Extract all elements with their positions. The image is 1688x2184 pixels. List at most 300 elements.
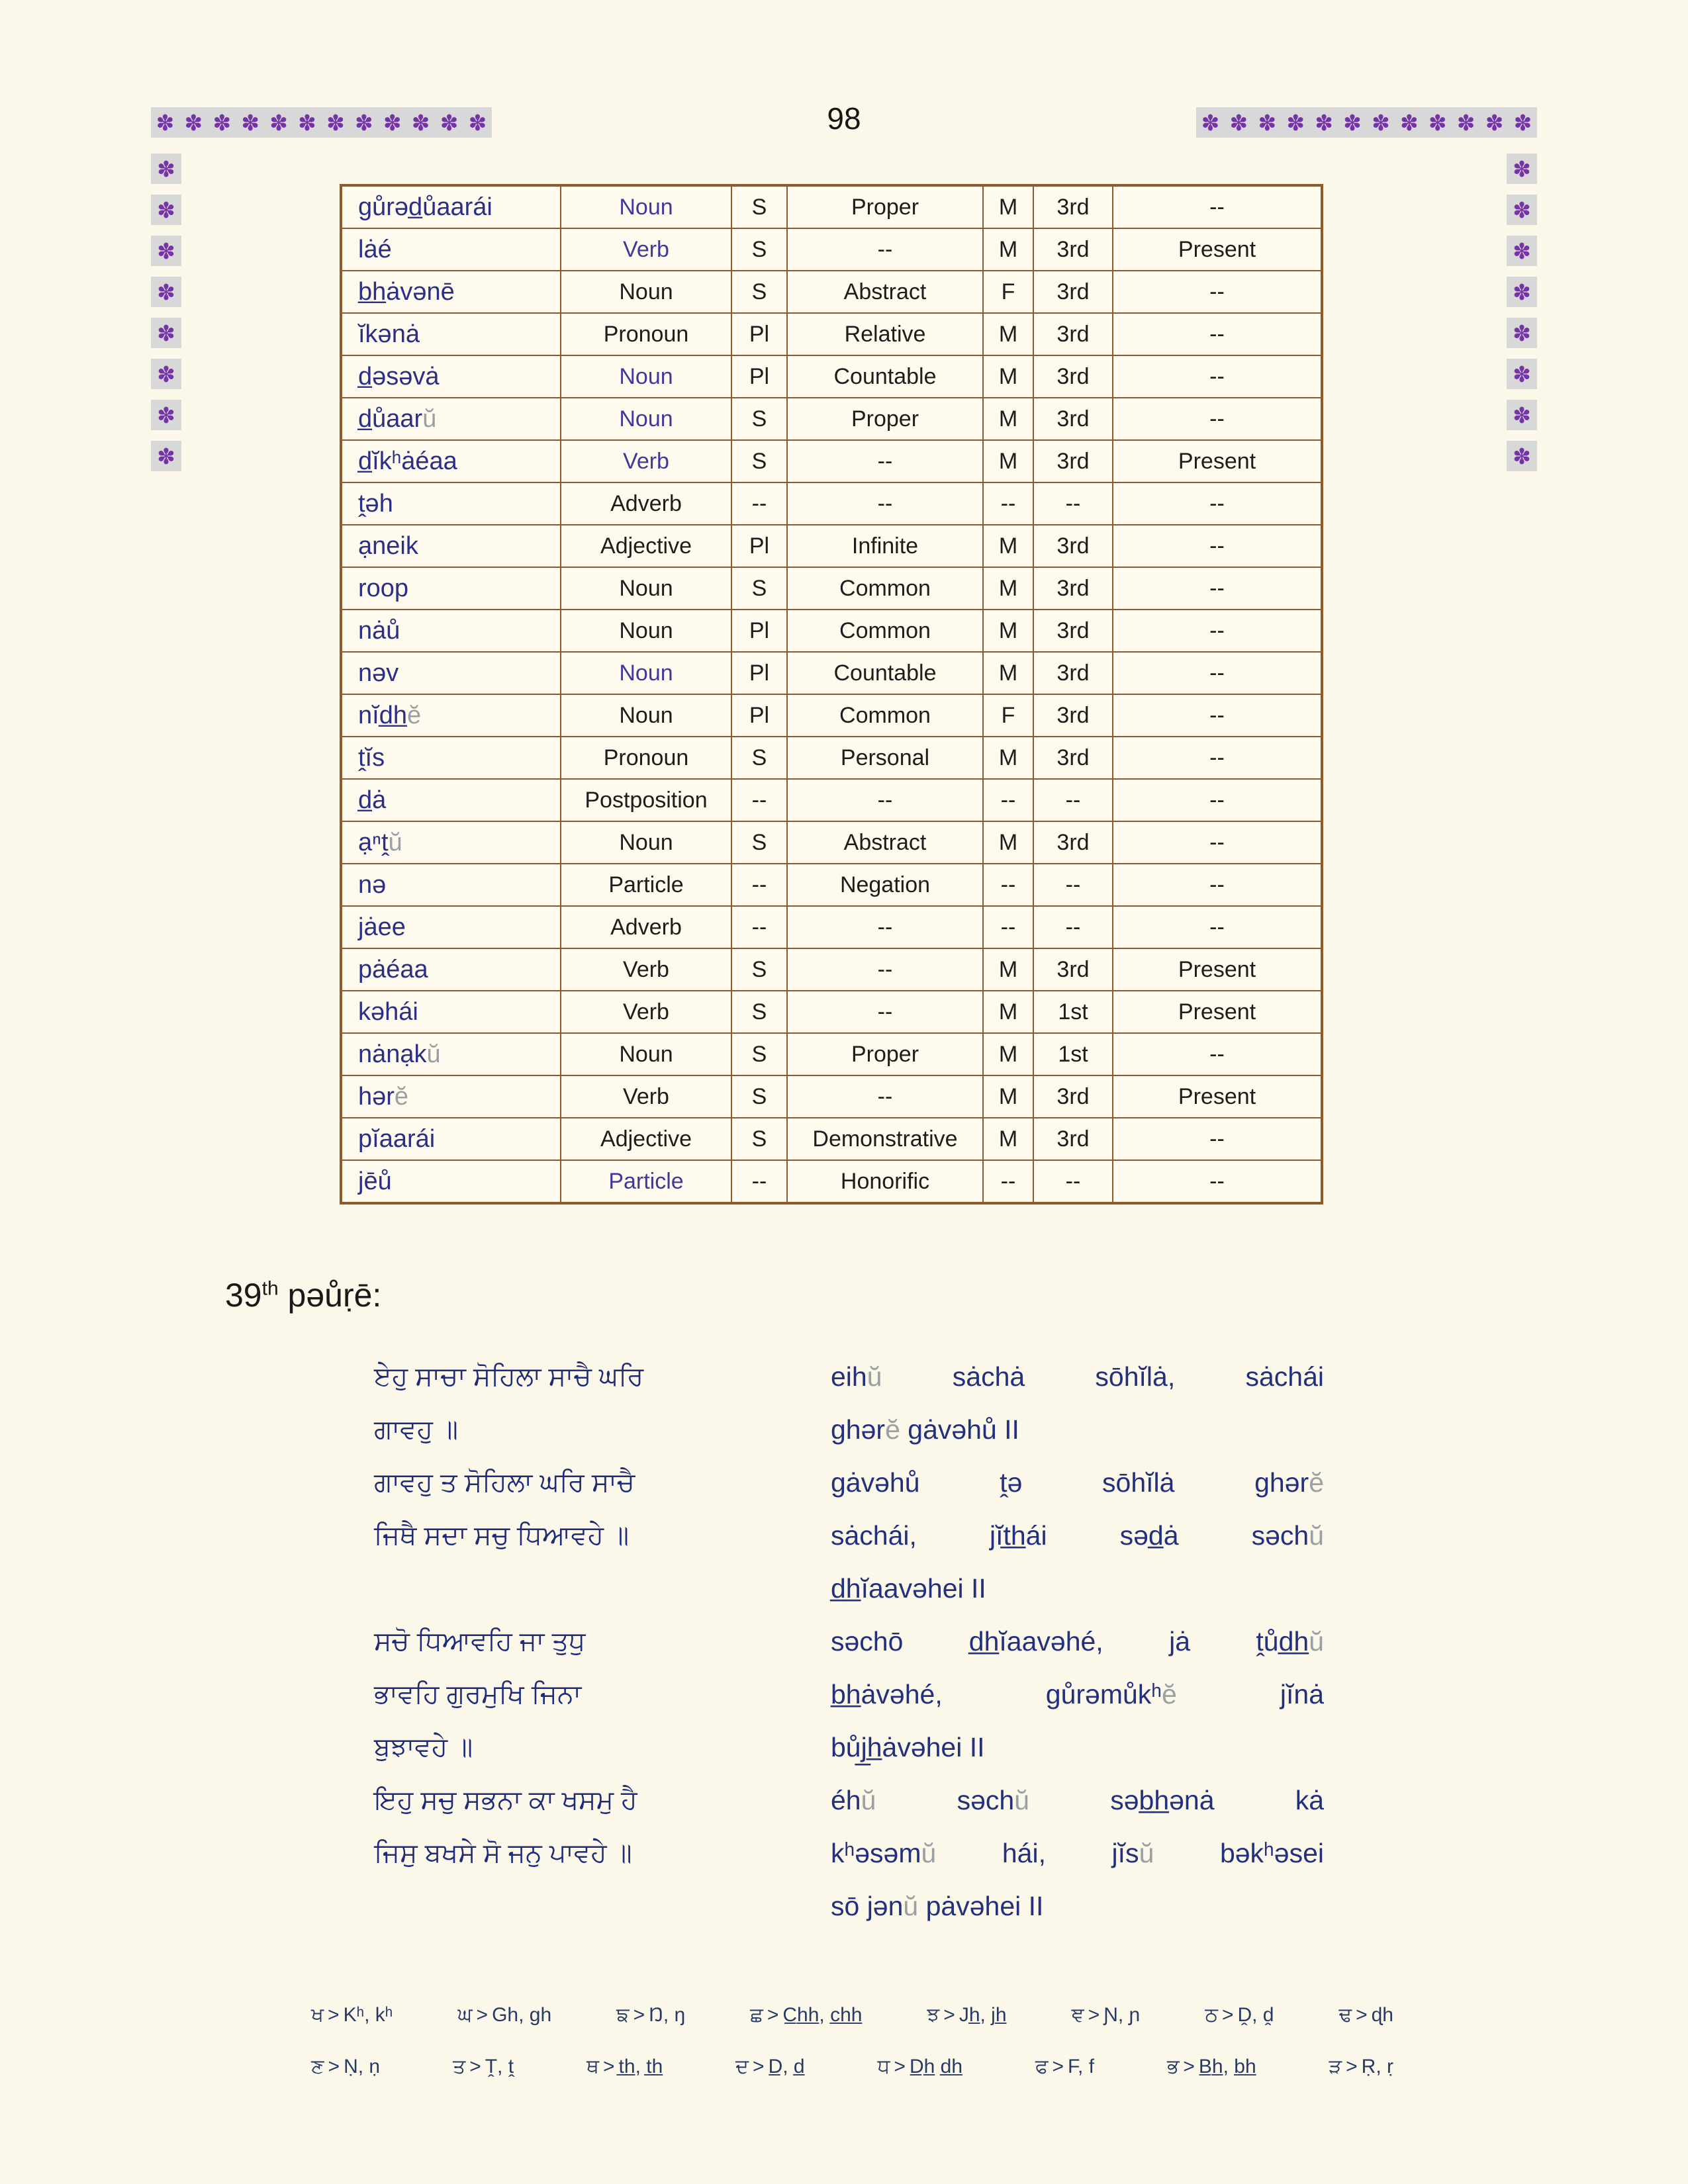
latin-equivalent: Ḓ, ḓ — [1237, 2004, 1274, 2026]
tense-cell: -- — [1113, 398, 1322, 440]
latin-equivalent: Ɲ, ɲ — [1103, 2004, 1141, 2026]
latin-equivalent: Ṱ, ṱ — [485, 2056, 514, 2077]
word-cell: ṱəh — [341, 482, 561, 525]
transliteration-line: səchō d̲h̲ĭaavəhé, jȧ ṱůd̲h̲ŭ — [831, 1626, 1324, 1657]
maps-to-symbol: > — [1356, 2004, 1368, 2026]
type-cell: -- — [787, 991, 983, 1033]
gender-cell: M — [983, 355, 1033, 398]
tense-cell: -- — [1113, 1033, 1322, 1075]
muted-letter: ŭ — [861, 1785, 876, 1815]
pos-cell: Noun — [561, 652, 731, 694]
muted-letter: ĕ — [1162, 1679, 1177, 1709]
grammar-table — [340, 184, 1323, 1205]
type-cell: -- — [787, 228, 983, 271]
word-cell: ṱĭs — [341, 737, 561, 779]
flower-icon: ✽ — [1428, 110, 1447, 135]
gurmukhi-line: ਇਹੁ ਸਚੁ ਸਭਨਾ ਕਾ ਖਸਮੁ ਹੈ — [374, 1786, 637, 1815]
maps-to-symbol: > — [753, 2056, 765, 2077]
number-cell: Pl — [731, 313, 787, 355]
table-row — [341, 991, 1322, 1033]
tense-cell: -- — [1113, 906, 1322, 948]
gurmukhi-letter: ਘ — [457, 2004, 473, 2026]
muted-letter: ĕ — [406, 701, 422, 729]
flower-icon: ✽ — [1513, 279, 1531, 304]
gurmukhi-letter: ਠ — [1205, 2004, 1218, 2026]
ornament-tile — [1507, 318, 1537, 348]
latin-equivalent: D̲h̲ d̲h̲ — [909, 2056, 963, 2077]
person-cell: 3rd — [1033, 271, 1113, 313]
tense-cell: Present — [1113, 228, 1322, 271]
word-cell: ạneik — [341, 525, 561, 567]
gurmukhi-letter: ਞ — [1071, 2004, 1084, 2026]
letter-mapping — [750, 2004, 862, 2026]
ornament-tile — [151, 318, 181, 348]
ornament-tile — [151, 441, 181, 471]
word-cell: jēů — [341, 1160, 561, 1203]
ornament-tile — [151, 236, 181, 266]
letter-mapping — [1167, 2056, 1256, 2078]
pos-cell: Noun — [561, 355, 731, 398]
letter-mapping — [1072, 2004, 1141, 2026]
type-cell: -- — [787, 906, 983, 948]
page-number: 98 — [827, 101, 861, 136]
word-cell: pȧéaa — [341, 948, 561, 991]
pos-cell: Noun — [561, 821, 731, 864]
flower-icon: ✽ — [1372, 110, 1390, 135]
flower-icon: ✽ — [184, 110, 203, 135]
person-cell: -- — [1033, 1160, 1113, 1203]
latin-equivalent: t̲h̲, t̲h̲ — [618, 2056, 663, 2077]
person-cell: 3rd — [1033, 948, 1113, 991]
ornament-tile — [1507, 154, 1537, 184]
gender-cell: M — [983, 610, 1033, 652]
transliteration-line: sȧchái, jĭt̲h̲ái səd̲ȧ səchŭ — [831, 1520, 1324, 1551]
transliteration-line: gȧvəhů ṱə sōhĭlȧ ghərĕ — [831, 1467, 1324, 1498]
letter-mapping — [311, 2056, 380, 2078]
gurmukhi-letter: ਖ — [311, 2004, 324, 2026]
type-cell: Countable — [787, 355, 983, 398]
flower-icon: ✽ — [241, 110, 259, 135]
flower-icon: ✽ — [1399, 110, 1419, 135]
transliteration-line: eihŭ sȧchȧ sōhĭlȧ, sȧchái — [831, 1361, 1324, 1392]
gurmukhi-letter: ਙ — [616, 2004, 630, 2026]
pos-cell: Pronoun — [561, 737, 731, 779]
gender-cell: -- — [983, 482, 1033, 525]
section-heading — [225, 1276, 381, 1314]
flower-icon: ✽ — [354, 110, 373, 135]
person-cell: 3rd — [1033, 525, 1113, 567]
person-cell: 1st — [1033, 991, 1113, 1033]
word-cell: kəhái — [341, 991, 561, 1033]
pos-cell: Adjective — [561, 1118, 731, 1160]
person-cell: 3rd — [1033, 652, 1113, 694]
tense-cell: -- — [1113, 185, 1322, 228]
flower-icon: ✽ — [1258, 110, 1277, 135]
flower-icon: ✽ — [1513, 402, 1531, 428]
person-cell: -- — [1033, 864, 1113, 906]
type-cell: Proper — [787, 1033, 983, 1075]
muted-letter: ŭ — [921, 1838, 937, 1868]
latin-equivalent: Kʰ, kʰ — [343, 2004, 393, 2026]
pos-cell: Adverb — [561, 482, 731, 525]
type-cell: Personal — [787, 737, 983, 779]
muted-letter: ĕ — [1309, 1467, 1324, 1498]
flower-icon: ✽ — [326, 110, 345, 135]
pos-cell: Postposition — [561, 779, 731, 821]
pos-cell: Adverb — [561, 906, 731, 948]
maps-to-symbol: > — [943, 2004, 955, 2026]
tense-cell: -- — [1113, 482, 1322, 525]
pos-cell: Particle — [561, 864, 731, 906]
person-cell: 3rd — [1033, 1075, 1113, 1118]
person-cell: -- — [1033, 906, 1113, 948]
number-cell: -- — [731, 779, 787, 821]
muted-letter: ŭ — [1309, 1520, 1324, 1551]
gurmukhi-letter: ਥ — [586, 2056, 600, 2077]
gurmukhi-line: ਏਹੁ ਸਾਚਾ ਸੋਹਿਲਾ ਸਾਚੈ ਘਰਿ — [374, 1362, 644, 1391]
gender-cell: M — [983, 948, 1033, 991]
ornament-band-side-left — [151, 154, 181, 471]
pos-cell: Adjective — [561, 525, 731, 567]
person-cell: -- — [1033, 779, 1113, 821]
flower-icon: ✽ — [1513, 443, 1531, 469]
gurmukhi-line: ਸਚੋ ਧਿਆਵਹਿ ਜਾ ਤੁਧੁ — [374, 1627, 586, 1656]
number-cell: S — [731, 567, 787, 610]
ornament-tile — [1507, 400, 1537, 430]
flower-icon: ✽ — [1343, 110, 1362, 135]
flower-icon: ✽ — [1485, 110, 1504, 135]
flower-icon: ✽ — [1513, 320, 1531, 345]
tense-cell: -- — [1113, 567, 1322, 610]
word-cell: d̲əsəvȧ — [341, 355, 561, 398]
gender-cell: M — [983, 737, 1033, 779]
maps-to-symbol: > — [1346, 2056, 1358, 2077]
type-cell: Infinite — [787, 525, 983, 567]
gender-cell: M — [983, 525, 1033, 567]
gurmukhi-letter: ਤ — [453, 2056, 466, 2077]
number-cell: Pl — [731, 525, 787, 567]
latin-equivalent: Ṇ, ṇ — [344, 2056, 381, 2077]
letter-mapping — [1205, 2004, 1274, 2026]
letter-mapping — [735, 2056, 804, 2078]
tense-cell: Present — [1113, 991, 1322, 1033]
word-cell: gůrəd̲ůaarái — [341, 185, 561, 228]
pos-cell: Noun — [561, 694, 731, 737]
flower-icon: ✽ — [1456, 110, 1476, 135]
gurmukhi-letter: ਢ — [1338, 2004, 1352, 2026]
gurmukhi-letter: ਝ — [927, 2004, 940, 2026]
word-cell: nĭd̲h̲ĕ — [341, 694, 561, 737]
ornament-tile — [151, 400, 181, 430]
muted-letter: ŭ — [422, 404, 437, 433]
latin-equivalent: Ŋ, ŋ — [649, 2004, 686, 2026]
tense-cell: -- — [1113, 1160, 1322, 1203]
letter-mapping-row-1 — [311, 2004, 1393, 2026]
tense-cell: -- — [1113, 779, 1322, 821]
flower-icon: ✽ — [468, 110, 487, 135]
maps-to-symbol: > — [476, 2004, 489, 2026]
flower-icon: ✽ — [157, 197, 175, 222]
gender-cell: -- — [983, 864, 1033, 906]
table-row — [341, 185, 1322, 228]
pos-cell: Verb — [561, 948, 731, 991]
letter-mapping-row-2 — [311, 2056, 1393, 2078]
word-cell: nȧů — [341, 610, 561, 652]
type-cell: Abstract — [787, 271, 983, 313]
gender-cell: -- — [983, 906, 1033, 948]
type-cell: Relative — [787, 313, 983, 355]
gender-cell: M — [983, 567, 1033, 610]
table-row — [341, 398, 1322, 440]
number-cell: S — [731, 228, 787, 271]
number-cell: -- — [731, 864, 787, 906]
table-row — [341, 610, 1322, 652]
ornament-tile — [151, 195, 181, 225]
letter-mapping — [878, 2056, 963, 2078]
ordinal-suffix: th — [261, 1277, 279, 1300]
flower-icon: ✽ — [1201, 110, 1220, 135]
ornament-tile — [1507, 236, 1537, 266]
pos-cell: Noun — [561, 610, 731, 652]
pauri-number: 39 — [225, 1277, 262, 1314]
pos-cell: Noun — [561, 398, 731, 440]
verse-group — [374, 1615, 745, 1880]
maps-to-symbol: > — [767, 2004, 779, 2026]
word-cell: d̲ůaarŭ — [341, 398, 561, 440]
muted-letter: ĕ — [394, 1082, 409, 1111]
ornament-tile — [151, 359, 181, 389]
table-row — [341, 652, 1322, 694]
transliteration-line: ghərĕ gȧvəhů II — [831, 1414, 1019, 1445]
maps-to-symbol: > — [1088, 2004, 1100, 2026]
word-cell: hərĕ — [341, 1075, 561, 1118]
table-row — [341, 906, 1322, 948]
latin-equivalent: ɖh — [1371, 2004, 1393, 2026]
type-cell: Common — [787, 694, 983, 737]
table-row — [341, 864, 1322, 906]
flower-icon: ✽ — [269, 110, 288, 135]
pos-cell: Verb — [561, 228, 731, 271]
tense-cell: -- — [1113, 652, 1322, 694]
number-cell: S — [731, 737, 787, 779]
tense-cell: -- — [1113, 821, 1322, 864]
gender-cell: F — [983, 271, 1033, 313]
table-row — [341, 567, 1322, 610]
transliteration-line: sō jənŭ pȧvəhei II — [831, 1891, 1044, 1921]
person-cell: 3rd — [1033, 694, 1113, 737]
latin-equivalent: D̲, d̲ — [768, 2056, 805, 2077]
gurmukhi-line: ਗਾਵਹੁ ਤ ਸੋਹਿਲਾ ਘਰਿ ਸਾਚੈ — [374, 1468, 635, 1497]
person-cell: 3rd — [1033, 313, 1113, 355]
word-cell: lȧé — [341, 228, 561, 271]
number-cell: S — [731, 1118, 787, 1160]
table-row — [341, 1075, 1322, 1118]
person-cell: 3rd — [1033, 1118, 1113, 1160]
gender-cell: M — [983, 228, 1033, 271]
muted-letter: ŭ — [1014, 1785, 1030, 1815]
pauri-title: pəůṛē: — [278, 1277, 382, 1314]
letter-mapping — [453, 2056, 514, 2078]
transliteration-line: d̲h̲ĭaavəhei II — [831, 1573, 986, 1604]
type-cell: Honorific — [787, 1160, 983, 1203]
word-cell: pĭaarái — [341, 1118, 561, 1160]
tense-cell: -- — [1113, 864, 1322, 906]
letter-mapping — [311, 2004, 393, 2026]
number-cell: Pl — [731, 355, 787, 398]
type-cell: -- — [787, 1075, 983, 1118]
tense-cell: Present — [1113, 440, 1322, 482]
flower-icon: ✽ — [298, 110, 316, 135]
flower-icon: ✽ — [1513, 361, 1531, 387]
word-cell: jȧee — [341, 906, 561, 948]
gurmukhi-letter: ਦ — [735, 2056, 749, 2077]
ornament-tile — [1507, 441, 1537, 471]
pos-cell: Noun — [561, 1033, 731, 1075]
person-cell: 3rd — [1033, 567, 1113, 610]
table-row — [341, 821, 1322, 864]
flower-icon: ✽ — [1315, 110, 1333, 135]
type-cell: Common — [787, 610, 983, 652]
table-row — [341, 694, 1322, 737]
latin-equivalent: Gh, gh — [492, 2004, 552, 2026]
table-row — [341, 1033, 1322, 1075]
person-cell: 3rd — [1033, 228, 1113, 271]
person-cell: 3rd — [1033, 440, 1113, 482]
flower-icon: ✽ — [1286, 110, 1305, 135]
flower-icon: ✽ — [156, 110, 175, 135]
tense-cell: -- — [1113, 525, 1322, 567]
tense-cell: -- — [1113, 694, 1322, 737]
pos-cell: Pronoun — [561, 313, 731, 355]
ornament-tile — [151, 277, 181, 307]
latin-equivalent: F, f — [1068, 2056, 1095, 2077]
flower-icon: ✽ — [1513, 197, 1531, 222]
verse-group — [374, 1350, 745, 1562]
person-cell: 1st — [1033, 1033, 1113, 1075]
gurmukhi-line: ਗਾਵਹੁ ॥ — [374, 1415, 458, 1444]
letter-mapping — [1338, 2004, 1393, 2026]
gender-cell: -- — [983, 779, 1033, 821]
transliteration-line: b̲h̲ȧvəhé, gůrəmůkʰĕ jĭnȧ — [831, 1679, 1325, 1709]
type-cell: Proper — [787, 398, 983, 440]
person-cell: 3rd — [1033, 185, 1113, 228]
tense-cell: -- — [1113, 355, 1322, 398]
transliteration-line: éhŭ səchŭ səb̲h̲ənȧ kȧ — [831, 1785, 1325, 1815]
transliteration-line: bůj̲h̲ȧvəhei II — [831, 1732, 985, 1762]
number-cell: Pl — [731, 694, 787, 737]
gurmukhi-line: ਬੁਝਾਵਹੇ ॥ — [374, 1733, 473, 1762]
gurmukhi-letter: ਛ — [750, 2004, 763, 2026]
person-cell: 3rd — [1033, 398, 1113, 440]
tense-cell: -- — [1113, 737, 1322, 779]
type-cell: -- — [787, 948, 983, 991]
pos-cell: Noun — [561, 185, 731, 228]
muted-letter: ŭ — [426, 1040, 441, 1068]
tense-cell: -- — [1113, 271, 1322, 313]
number-cell: S — [731, 1033, 787, 1075]
gender-cell: M — [983, 1118, 1033, 1160]
flower-icon: ✽ — [212, 110, 232, 135]
number-cell: S — [731, 440, 787, 482]
maps-to-symbol: > — [1221, 2004, 1234, 2026]
gurmukhi-letter: ਧ — [877, 2056, 890, 2077]
gurmukhi-line: ਜਿਸੁ ਬਖਸੇ ਸੋ ਜਨੁ ਪਾਵਹੇ ॥ — [374, 1839, 632, 1868]
pos-cell: Particle — [561, 1160, 731, 1203]
person-cell: 3rd — [1033, 355, 1113, 398]
gender-cell: M — [983, 398, 1033, 440]
flower-icon: ✽ — [1513, 156, 1531, 181]
table-row — [341, 482, 1322, 525]
table-row — [341, 948, 1322, 991]
muted-letter: ĕ — [885, 1414, 900, 1445]
muted-letter: ŭ — [1139, 1838, 1154, 1868]
tense-cell: Present — [1113, 1075, 1322, 1118]
word-cell: b̲h̲ȧvənē — [341, 271, 561, 313]
flower-icon: ✽ — [157, 361, 175, 387]
gender-cell: M — [983, 440, 1033, 482]
ornament-tile — [1507, 359, 1537, 389]
maps-to-symbol: > — [328, 2004, 340, 2026]
type-cell: Proper — [787, 185, 983, 228]
maps-to-symbol: > — [603, 2056, 615, 2077]
flower-icon: ✽ — [383, 110, 402, 135]
type-cell: Common — [787, 567, 983, 610]
gurmukhi-letter: ਭ — [1166, 2056, 1180, 2077]
table-row — [341, 1118, 1322, 1160]
table-row — [341, 355, 1322, 398]
gender-cell: M — [983, 185, 1033, 228]
tense-cell: -- — [1113, 313, 1322, 355]
number-cell: S — [731, 948, 787, 991]
pos-cell: Verb — [561, 440, 731, 482]
letter-mapping — [616, 2004, 685, 2026]
word-cell: d̲ĭkʰȧéaa — [341, 440, 561, 482]
number-cell: S — [731, 271, 787, 313]
maps-to-symbol: > — [1052, 2056, 1064, 2077]
muted-letter: ŭ — [867, 1361, 882, 1392]
flower-icon: ✽ — [1229, 110, 1248, 135]
table-row — [341, 313, 1322, 355]
latin-equivalent: Jh̲, jh̲ — [959, 2004, 1007, 2026]
number-cell: S — [731, 398, 787, 440]
muted-letter: ŭ — [388, 828, 402, 856]
letter-mapping — [1329, 2056, 1393, 2078]
number-cell: Pl — [731, 610, 787, 652]
gurmukhi-line: ਜਿਥੈ ਸਦਾ ਸਚੁ ਧਿਆਵਹੇ ॥ — [374, 1521, 630, 1550]
letter-mapping — [457, 2004, 551, 2026]
letter-mapping — [1035, 2056, 1094, 2078]
word-cell: nə — [341, 864, 561, 906]
latin-equivalent: C̲h̲h̲, c̲h̲h̲ — [782, 2004, 863, 2026]
ornament-tile — [1507, 277, 1537, 307]
flower-icon: ✽ — [1513, 238, 1531, 263]
flower-icon: ✽ — [157, 156, 175, 181]
gender-cell: M — [983, 1033, 1033, 1075]
gurmukhi-letter: ਫ — [1035, 2056, 1049, 2077]
pos-cell: Noun — [561, 271, 731, 313]
number-cell: -- — [731, 482, 787, 525]
maps-to-symbol: > — [328, 2056, 340, 2077]
gender-cell: M — [983, 313, 1033, 355]
gurmukhi-line: ਭਾਵਹਿ ਗੁਰਮੁਖਿ ਜਿਨਾ — [374, 1680, 582, 1709]
gender-cell: M — [983, 652, 1033, 694]
ornament-band-side-right — [1507, 154, 1537, 471]
type-cell: Countable — [787, 652, 983, 694]
person-cell: 3rd — [1033, 737, 1113, 779]
maps-to-symbol: > — [469, 2056, 481, 2077]
pos-cell: Noun — [561, 567, 731, 610]
table-row — [341, 737, 1322, 779]
